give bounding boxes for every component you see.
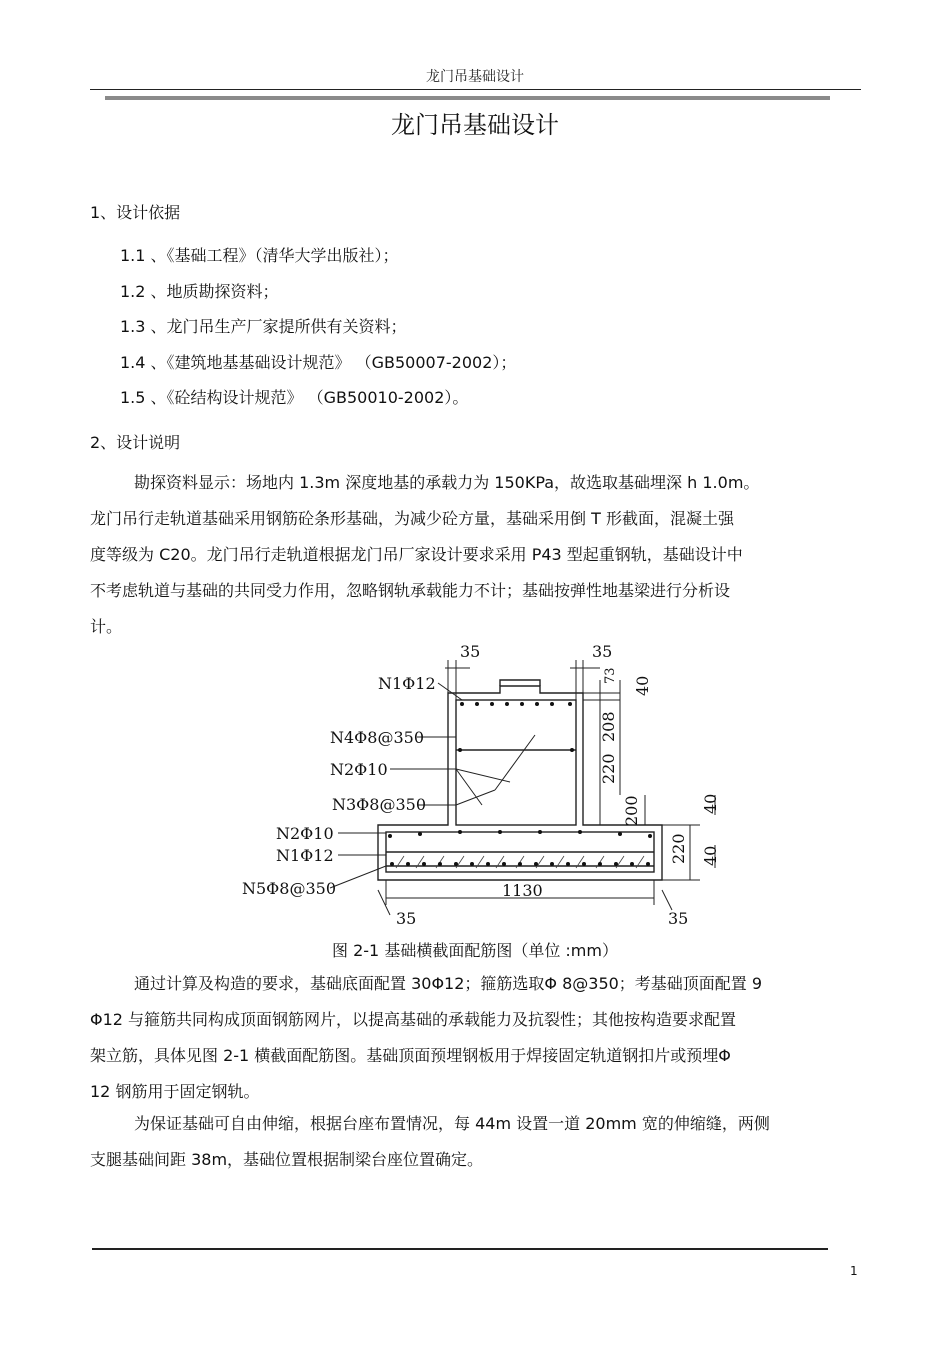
list-item: 1.4 、《建筑地基基础设计规范》 （GB50007-2002）；	[120, 353, 517, 372]
label-n2-upper: N2Φ10	[330, 760, 388, 779]
dim-220a: 220	[599, 753, 618, 784]
footer-rule	[92, 1248, 828, 1250]
dim-40c: 40	[701, 845, 720, 866]
list-item: 1.1 、《基础工程》（清华大学出版社）；	[120, 246, 399, 265]
running-header: 龙门吊基础设计	[426, 69, 524, 85]
paragraph-line: 计。	[90, 617, 123, 636]
paragraph-line: 架立筋，具体见图 2-1 横截面配筋图。基础顶面预埋钢板用于焊接固定轨道钢扣片或预埋Φ	[90, 1046, 731, 1065]
figure-caption: 图 2-1 基础横截面配筋图（单位 :mm）	[332, 941, 618, 960]
dim-73: 73	[603, 667, 618, 684]
dim-bottom-left: 35	[396, 909, 417, 928]
page-title: 龙门吊基础设计	[391, 111, 559, 139]
label-n2-lower: N2Φ10	[276, 824, 334, 843]
dim-top-left: 35	[460, 642, 481, 661]
dim-width: 1130	[502, 881, 543, 900]
list-item: 1.5 、《砼结构设计规范》 （GB50010-2002）。	[120, 388, 469, 407]
cross-section-drawing	[230, 638, 730, 933]
dim-220b: 220	[669, 833, 688, 864]
page-number: 1	[850, 1264, 858, 1278]
paragraph-1	[90, 465, 860, 645]
dim-top-right: 35	[592, 642, 613, 661]
paragraph-line: 支腿基础间距 38m，基础位置根据制梁台座位置确定。	[90, 1150, 484, 1169]
label-n1-top: N1Φ12	[378, 674, 436, 693]
label-n1-lower: N1Φ12	[276, 846, 334, 865]
section-2-heading: 2、设计说明	[90, 433, 181, 452]
dim-40b: 40	[701, 793, 720, 814]
header-rule	[90, 89, 861, 90]
label-n5: N5Φ8@350	[242, 879, 337, 898]
paragraph-line: 12 钢筋用于固定钢轨。	[90, 1082, 260, 1101]
paragraph-line: 通过计算及构造的要求，基础底面配置 30Φ12；箍筋选取Φ 8@350；考基础顶面配置 9	[134, 974, 763, 993]
label-n4: N4Φ8@350	[330, 728, 425, 747]
paragraph-line: 勘探资料显示：场地内 1.3m 深度地基的承载力为 150KPa，故选取基础埋深 h 1.0m。	[134, 473, 760, 492]
paragraph-line: 不考虑轨道与基础的共同受力作用，忽略钢轨承载能力不计；基础按弹性地基梁进行分析设	[90, 581, 731, 600]
paragraph-3	[90, 1106, 860, 1178]
header-rule-thick	[105, 96, 830, 100]
paragraph-line: Φ12 与箍筋共同构成顶面钢筋网片，以提高基础的承载能力及抗裂性；其他按构造要求配置	[90, 1010, 737, 1029]
section-1-heading: 1、设计依据	[90, 203, 181, 222]
paragraph-line: 度等级为 C20。龙门吊行走轨道根据龙门吊厂家设计要求采用 P43 型起重钢轨，基础设计中	[90, 545, 743, 564]
dim-200: 200	[622, 795, 641, 826]
dim-bottom-right: 35	[668, 909, 689, 928]
list-item: 1.2 、地质勘探资料；	[120, 282, 279, 301]
label-n3: N3Φ8@350	[332, 795, 427, 814]
paragraph-2	[90, 966, 860, 1110]
dim-208: 208	[599, 711, 618, 742]
list-item: 1.3 、龙门吊生产厂家提所供有关资料；	[120, 317, 407, 336]
paragraph-line: 为保证基础可自由伸缩，根据台座布置情况，每 44m 设置一道 20mm 宽的伸缩缝，两侧	[134, 1114, 770, 1133]
dim-40a: 40	[633, 675, 652, 696]
paragraph-line: 龙门吊行走轨道基础采用钢筋砼条形基础，为减少砼方量，基础采用倒 T 形截面，混凝土强	[90, 509, 734, 528]
